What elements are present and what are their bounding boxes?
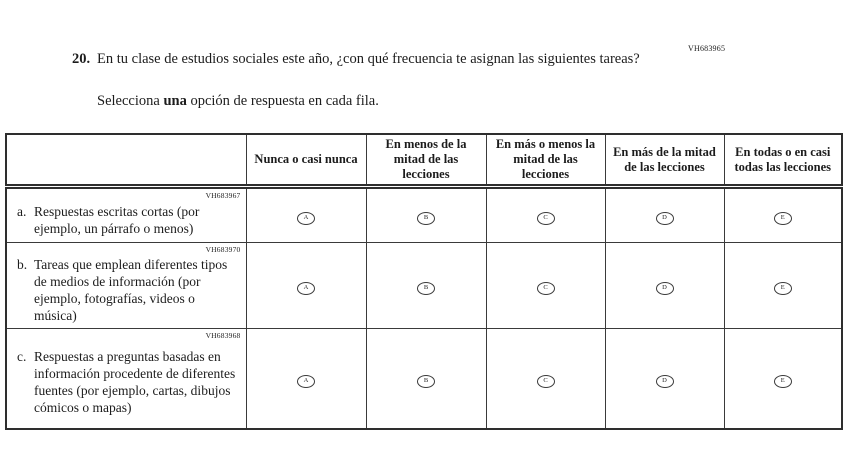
option-bubble-b-A[interactable]: A xyxy=(297,282,315,295)
option-bubble-a-B[interactable]: B xyxy=(417,212,435,225)
row-c-cell-5 xyxy=(724,329,842,429)
row-c-cell-3 xyxy=(486,329,605,429)
item-code-c: VH683968 xyxy=(205,331,241,340)
row-b-stem xyxy=(6,243,246,329)
option-bubble-a-D[interactable]: D xyxy=(656,212,674,225)
row-c-letter: c. xyxy=(17,349,27,365)
instruction-text xyxy=(97,92,379,111)
option-bubble-c-E[interactable]: E xyxy=(774,375,792,388)
table-row-b xyxy=(6,243,842,329)
header-cell-mas-o-menos-mitad: En más o menos la mitad de las lecciones xyxy=(486,134,605,187)
header-cell-menos-mitad: En menos de la mitad de las lecciones xyxy=(366,134,486,187)
row-a-cell-1 xyxy=(246,187,366,243)
item-code-b: VH683970 xyxy=(205,245,241,254)
option-bubble-c-C[interactable]: C xyxy=(537,375,555,388)
question-text: En tu clase de estudios sociales este año, ¿con qué frecuencia te asignan las siguientes tareas? xyxy=(97,51,640,67)
header-cell-nunca: Nunca o casi nunca xyxy=(246,134,366,187)
row-b-letter: b. xyxy=(17,256,28,272)
row-c-cell-1 xyxy=(246,329,366,429)
form-code: VH683965 xyxy=(688,44,726,53)
header-cell-mas-mitad: En más de la mitad de las lecciones xyxy=(605,134,724,187)
option-bubble-b-B[interactable]: B xyxy=(417,282,435,295)
instruction-pre: Selecciona xyxy=(97,93,164,109)
header-cell-todas: En todas o en casi todas las lecciones xyxy=(724,134,842,187)
item-code-a: VH683967 xyxy=(205,191,241,200)
option-bubble-c-A[interactable]: A xyxy=(297,375,315,388)
table-row-a xyxy=(6,187,842,243)
row-b-cell-1 xyxy=(246,243,366,329)
instruction-bold-word: una xyxy=(163,93,187,109)
response-matrix-table xyxy=(5,133,843,430)
row-a-letter: a. xyxy=(17,203,27,219)
row-b-cell-5 xyxy=(724,243,842,329)
option-bubble-a-C[interactable]: C xyxy=(537,212,555,225)
table-row-c xyxy=(6,329,842,429)
option-bubble-b-D[interactable]: D xyxy=(656,282,674,295)
option-bubble-c-B[interactable]: B xyxy=(417,375,435,388)
row-a-stem xyxy=(6,187,246,243)
row-b-text: Tareas que emplean diferentes tipos de medios de información (por ejemplo, fotografías, videos o música) xyxy=(34,256,228,323)
option-bubble-a-E[interactable]: E xyxy=(774,212,792,225)
instruction-post: opción de respuesta en cada fila. xyxy=(186,93,379,109)
row-c-stem xyxy=(6,329,246,429)
row-a-cell-4 xyxy=(605,187,724,243)
row-c-cell-2 xyxy=(366,329,486,429)
row-b-cell-4 xyxy=(605,243,724,329)
question-number: 20. xyxy=(72,51,91,67)
header-cell-empty xyxy=(6,134,246,187)
option-bubble-b-E[interactable]: E xyxy=(774,282,792,295)
option-bubble-a-A[interactable]: A xyxy=(297,212,315,225)
question-block xyxy=(72,50,672,69)
row-a-text: Respuestas escritas cortas (por ejemplo, un párrafo o menos) xyxy=(34,203,200,236)
row-a-cell-5 xyxy=(724,187,842,243)
row-b-cell-3 xyxy=(486,243,605,329)
row-a-cell-3 xyxy=(486,187,605,243)
row-b-cell-2 xyxy=(366,243,486,329)
option-bubble-b-C[interactable]: C xyxy=(537,282,555,295)
row-a-cell-2 xyxy=(366,187,486,243)
header-row xyxy=(6,134,842,187)
row-c-cell-4 xyxy=(605,329,724,429)
option-bubble-c-D[interactable]: D xyxy=(656,375,674,388)
row-c-text: Respuestas a preguntas basadas en información procedente de diferentes fuentes (por ejemplo, cartas, dibujos cómicos o mapas) xyxy=(34,349,236,416)
